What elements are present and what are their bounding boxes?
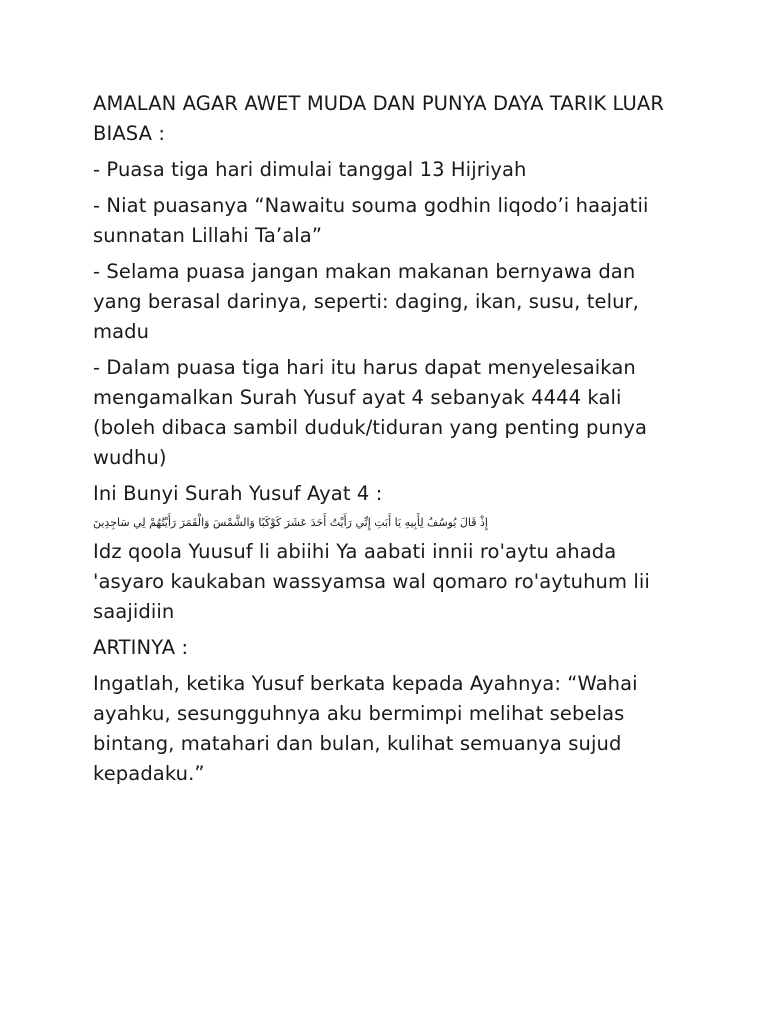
meaning-heading: ARTINYA : bbox=[93, 636, 189, 659]
document-title: AMALAN AGAR AWET MUDA DAN PUNYA DAYA TARIK LUAR BIASA : bbox=[93, 92, 664, 145]
meaning-text: Ingatlah, ketika Yusuf berkata kepada Ayahnya: “Wahai ayahku, sesungguhnya aku bermimpi melihat sebelas bintang, matahari dan bulan, kulihat semuanya sujud kepadaku.” bbox=[93, 672, 638, 785]
instruction-step-3: - Selama puasa jangan makan makanan bernyawa dan yang berasal darinya, seperti: daging, ikan, susu, telur, madu bbox=[93, 260, 639, 343]
instruction-step-1: - Puasa tiga hari dimulai tanggal 13 Hijriyah bbox=[93, 158, 527, 181]
verse-transliteration: Idz qoola Yuusuf li abiihi Ya aabati innii ro'aytu ahada 'asyaro kaukaban wassyamsa wal qomaro ro'aytuhum lii saajidiin bbox=[93, 540, 650, 623]
instruction-step-2: - Niat puasanya “Nawaitu souma godhin liqodo’i haajatii sunnatan Lillahi Ta’ala” bbox=[93, 194, 649, 247]
verse-arabic-text: إِذْ قَالَ يُوسُفُ لِأَبِيهِ يَا أَبَتِ إِنِّي رَأَيْتُ أَحَدَ عَشَرَ كَوْكَبًا وَالشَّمْسَ وَالْقَمَرَ رَأَيْتُهُمْ لِي سَاجِدِينَ bbox=[93, 516, 488, 529]
instruction-step-4: - Dalam puasa tiga hari itu harus dapat menyelesaikan mengamalkan Surah Yusuf ayat 4 sebanyak 4444 kali (boleh dibaca sambil duduk/tiduran yang penting punya wudhu) bbox=[93, 356, 648, 469]
verse-heading: Ini Bunyi Surah Yusuf Ayat 4 : bbox=[93, 482, 383, 505]
document-body bbox=[93, 89, 683, 795]
